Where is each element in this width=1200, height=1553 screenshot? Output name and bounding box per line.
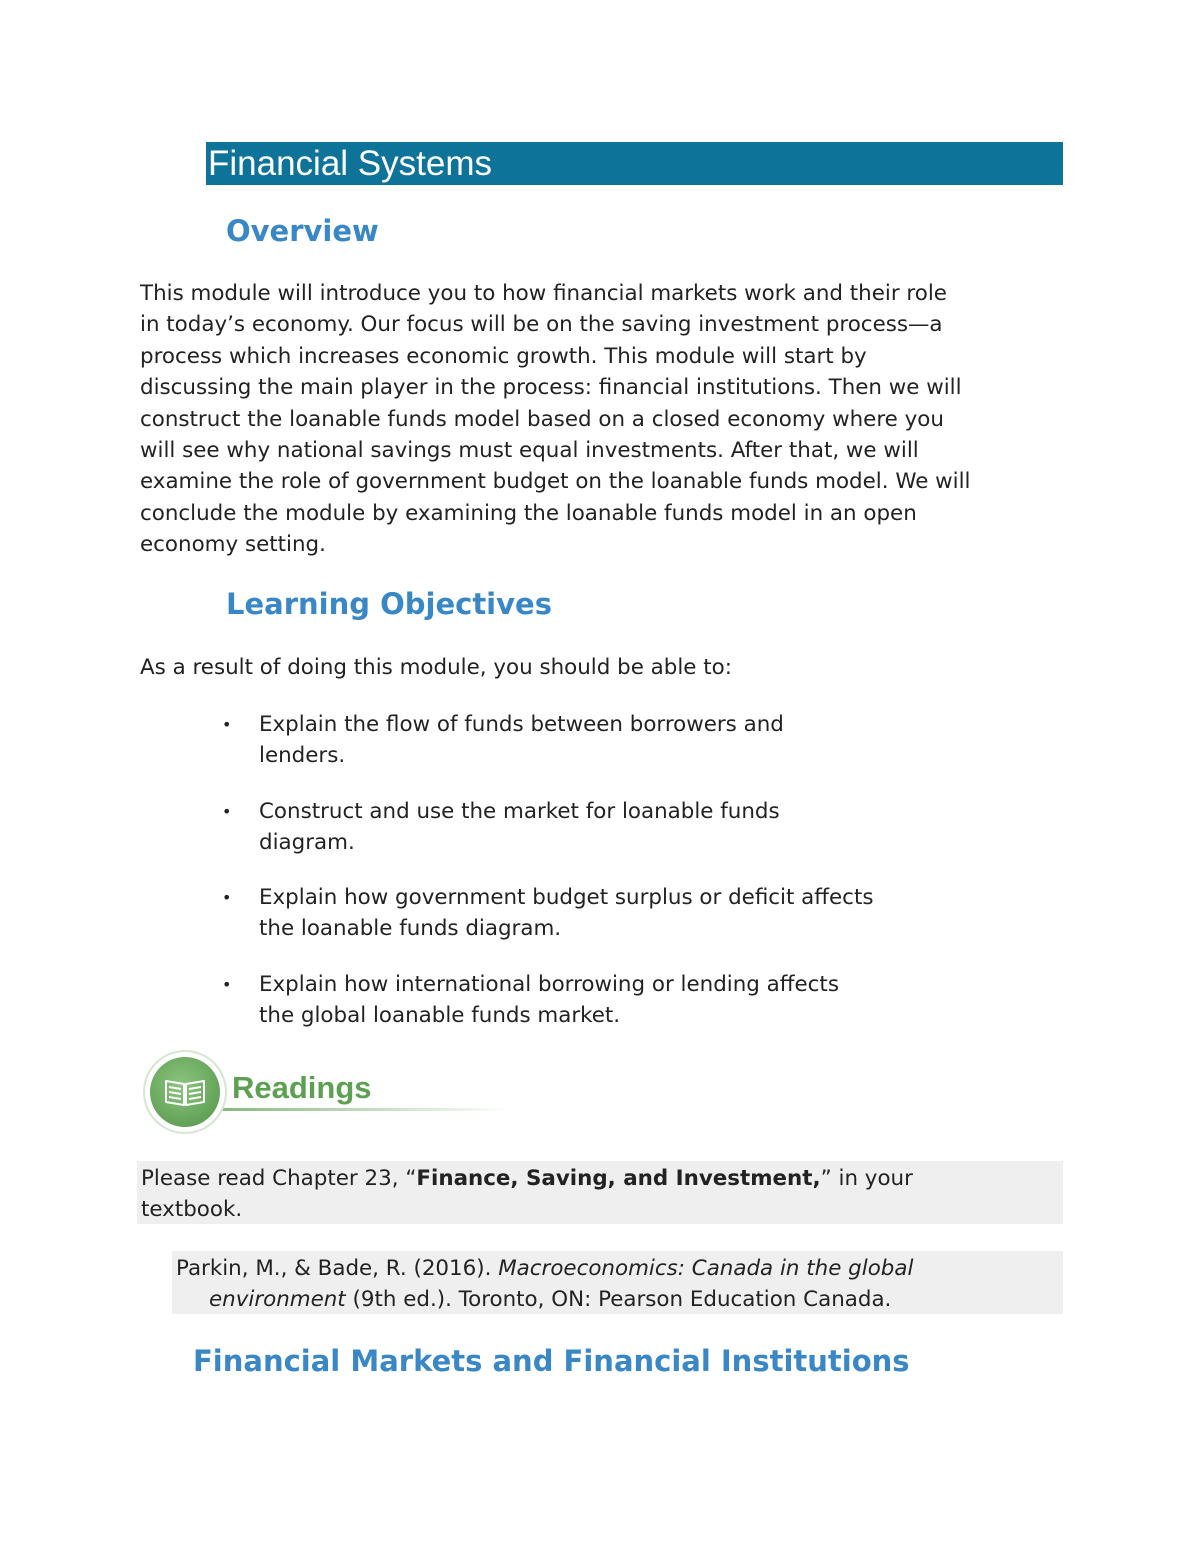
reference-publisher: (9th ed.). Toronto, ON: Pearson Education Canada. xyxy=(345,1287,892,1313)
financial-markets-heading: Financial Markets and Financial Institutions xyxy=(193,1344,910,1378)
overview-line: discussing the main player in the process: financial institutions. Then we will xyxy=(140,375,962,401)
page-title: Financial Systems xyxy=(208,144,492,183)
overview-line: economy setting. xyxy=(140,532,326,558)
objective-line: the loanable funds diagram. xyxy=(259,916,562,942)
overview-paragraph xyxy=(140,278,1070,561)
reading-instruction-line2: textbook. xyxy=(141,1197,243,1223)
reading-instruction-box xyxy=(137,1161,1063,1224)
overview-line: in today’s economy. Our focus will be on the saving investment process—a xyxy=(140,312,943,338)
overview-line: conclude the module by examining the loanable funds model in an open xyxy=(140,500,917,526)
reading-instruction-suffix: ” in your xyxy=(820,1166,913,1191)
overview-line: This module will introduce you to how financial markets work and their role xyxy=(140,281,947,306)
overview-line: will see why national savings must equal investments. After that, we will xyxy=(140,438,919,464)
objective-line: the global loanable funds market. xyxy=(259,1003,621,1029)
title-bar xyxy=(206,142,1063,185)
objective-line: Explain how government budget surplus or deficit affects xyxy=(259,885,874,910)
bullet-icon: • xyxy=(222,888,232,907)
overview-heading: Overview xyxy=(226,214,379,248)
overview-line: process which increases economic growth. This module will start by xyxy=(140,343,867,369)
objective-line: Explain the flow of funds between borrowers and xyxy=(259,712,784,737)
readings-label: Readings xyxy=(232,1070,372,1105)
bullet-icon: • xyxy=(222,802,232,821)
reading-instruction-prefix: Please read Chapter 23, “ xyxy=(141,1166,417,1191)
bullet-icon: • xyxy=(222,975,232,994)
objective-line: diagram. xyxy=(259,830,355,856)
reference-book-title: Macroeconomics: Canada in the global xyxy=(498,1256,914,1281)
chapter-title: Finance, Saving, and Investment, xyxy=(416,1166,821,1191)
objective-line: Explain how international borrowing or lending affects xyxy=(259,972,839,997)
reference-authors: Parkin, M., & Bade, R. (2016). xyxy=(176,1256,499,1281)
objectives-intro: As a result of doing this module, you should be able to: xyxy=(140,655,732,680)
overview-line: construct the loanable funds model based on a closed economy where you xyxy=(140,406,944,432)
readings-banner xyxy=(142,1048,522,1138)
objective-line: lenders. xyxy=(259,743,346,769)
objective-line: Construct and use the market for loanable funds xyxy=(259,799,780,824)
reference-box xyxy=(172,1251,1063,1314)
bullet-icon: • xyxy=(222,715,232,734)
overview-line: examine the role of government budget on the loanable funds model. We will xyxy=(140,469,971,495)
learning-objectives-heading: Learning Objectives xyxy=(226,587,552,621)
reference-book-title-cont: environment xyxy=(209,1287,346,1313)
